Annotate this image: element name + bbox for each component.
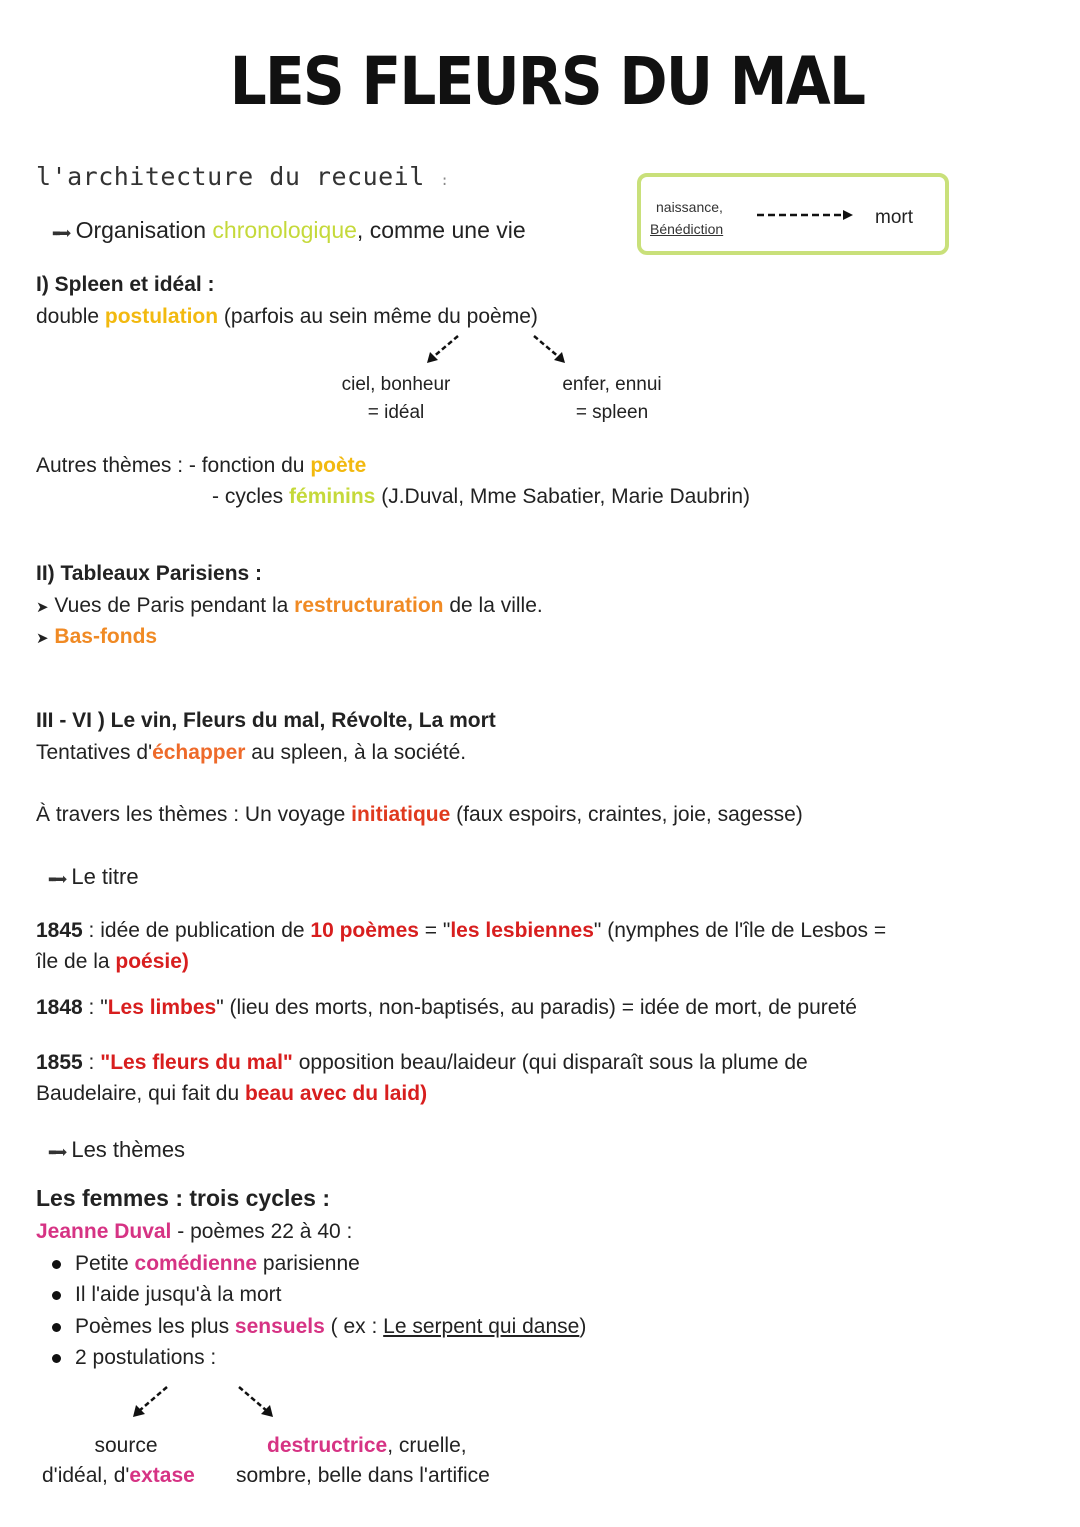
bullet-icon <box>52 1260 61 1269</box>
architecture-heading-text: l'architecture du recueil <box>36 162 425 191</box>
arrow-down-right-icon <box>528 334 568 366</box>
bullet-item <box>52 1251 360 1276</box>
section2-item1 <box>36 593 543 618</box>
year-1845-keyword1: 10 poèmes <box>310 919 419 942</box>
section3-keyword: échapper <box>152 741 246 764</box>
year-1845: 1845 <box>36 919 83 942</box>
year-1855-line2-keyword: beau avec du laid <box>244 1082 421 1105</box>
year-1855-text-end: opposition beau/laideur (qui disparaît sous la plume de <box>292 1051 808 1074</box>
source-line2-text: d'idéal, d' <box>42 1464 130 1487</box>
poem-title-link: Le serpent qui danse <box>383 1315 580 1338</box>
jeanne-line <box>36 1219 352 1244</box>
arrow-down-left-icon <box>424 334 464 366</box>
bullet-text: Petite <box>75 1252 135 1275</box>
arrow-right-icon: ▪▪➡ <box>52 225 70 242</box>
section3-text: Tentatives d' <box>36 741 153 764</box>
timeline-end: mort <box>875 207 913 228</box>
section1-text: double <box>36 305 105 328</box>
year-1848-line <box>36 995 857 1020</box>
bullet-keyword: sensuels <box>234 1315 325 1338</box>
organisation-text: Organisation <box>75 217 213 243</box>
year-1855-keyword: "Les fleurs du mal" <box>100 1051 293 1074</box>
travers-line <box>36 802 803 827</box>
bullet-text-mid: ( ex : <box>324 1315 384 1338</box>
year-1845-line2 <box>36 949 189 974</box>
year-1845-text: : idée de publication de <box>82 919 311 942</box>
bullet-item <box>52 1314 586 1339</box>
ideal-line2: = idéal <box>367 402 425 423</box>
section2-item1-text-end: de la ville. <box>443 594 543 617</box>
spleen-line1: enfer, ennui <box>562 374 662 395</box>
cycles-keyword: féminins <box>289 485 376 508</box>
ideal-line1: ciel, bonheur <box>341 374 451 395</box>
arrow-right-icon: ▪▪➡ <box>48 1144 66 1161</box>
year-1855-line2-end: ) <box>420 1082 428 1105</box>
bullet-item <box>52 1282 281 1307</box>
spleen-line2: = spleen <box>575 402 649 423</box>
titre-heading <box>48 864 139 890</box>
bullet-text: Il l'aide jusqu'à la mort <box>75 1283 282 1306</box>
section3-text-end: au spleen, à la société. <box>245 741 467 764</box>
year-1845-text-end: " (nymphes de l'île de Lesbos = <box>593 919 887 942</box>
arrow-down-right-icon <box>234 1384 276 1420</box>
year-1845-line2-text: île de la <box>36 950 116 973</box>
year-1848-keyword: Les limbes <box>107 996 217 1019</box>
travers-text: À travers les thèmes : Un voyage <box>36 803 352 826</box>
section2-item1-keyword: restructuration <box>294 594 444 617</box>
section2-heading: II) Tableaux Parisiens : <box>36 562 263 585</box>
year-1855-line2 <box>36 1081 427 1106</box>
bullet-keyword: comédienne <box>134 1252 258 1275</box>
chevron-right-icon: ➤ <box>36 599 49 616</box>
autres-themes-line <box>36 453 366 478</box>
year-1845-keyword2: les lesbiennes <box>450 919 594 942</box>
year-1845-line2-keyword: poésie <box>115 950 182 973</box>
arrow-down-left-icon <box>130 1384 172 1420</box>
timeline-start-line2: Bénédiction <box>650 221 724 237</box>
destructrice-text: , cruelle, <box>387 1434 467 1457</box>
themes-heading <box>48 1137 185 1163</box>
dashed-arrow-icon <box>757 208 855 222</box>
page-title: LES FLEURS DU MAL <box>229 43 865 120</box>
year-1845-line2-end: ) <box>181 950 189 973</box>
bullet-text-end: ) <box>579 1315 587 1338</box>
year-1848-text-end: " (lieu des morts, non-baptisés, au paradis) = idée de mort, de pureté <box>216 996 857 1019</box>
year-1848-text: : " <box>82 996 108 1019</box>
bullet-icon <box>52 1323 61 1332</box>
year-1855-line2-text: Baudelaire, qui fait du <box>36 1082 245 1105</box>
arrow-right-icon: ▪▪➡ <box>48 871 66 888</box>
year-1848: 1848 <box>36 996 83 1019</box>
travers-text-end: (faux espoirs, craintes, joie, sagesse) <box>450 803 803 826</box>
bullet-item <box>52 1345 216 1370</box>
jeanne-keyword: Jeanne Duval <box>36 1220 172 1243</box>
year-1845-line <box>36 918 886 943</box>
cycles-text-end: (J.Duval, Mme Sabatier, Marie Daubrin) <box>375 485 751 508</box>
travers-keyword: initiatique <box>351 803 451 826</box>
organisation-keyword: chronologique <box>212 217 357 243</box>
section1-text-end: (parfois au sein même du poème) <box>218 305 538 328</box>
autres-themes-label: Autres thèmes : - fonction du <box>36 454 311 477</box>
source-line2-keyword: extase <box>129 1464 195 1487</box>
section3-line <box>36 740 466 765</box>
section3-heading: III - VI ) Le vin, Fleurs du mal, Révolte, La mort <box>36 709 496 732</box>
bullet-icon <box>52 1354 61 1363</box>
timeline-start-line1: naissance, <box>656 199 723 215</box>
architecture-heading <box>36 162 449 192</box>
themes-heading-text: Les thèmes <box>71 1137 186 1162</box>
destructrice-line2: sombre, belle dans l'artifice <box>236 1464 490 1487</box>
section1-line <box>36 304 538 329</box>
year-1845-mid: = " <box>418 919 451 942</box>
section2-item1-text: Vues de Paris pendant la <box>54 594 295 617</box>
architecture-colon: : <box>440 173 450 189</box>
bullet-text-end: parisienne <box>257 1252 360 1275</box>
source-line2 <box>42 1463 195 1488</box>
bullet-text: 2 postulations : <box>75 1346 217 1369</box>
year-1855-text: : <box>82 1051 101 1074</box>
jeanne-text: - poèmes 22 à 40 : <box>171 1220 353 1243</box>
source-line1: source <box>94 1434 158 1457</box>
section1-heading: I) Spleen et idéal : <box>36 273 215 296</box>
section2-item2-keyword: Bas-fonds <box>54 625 158 648</box>
chevron-right-icon: ➤ <box>36 630 49 647</box>
titre-heading-text: Le titre <box>71 864 139 889</box>
femmes-heading: Les femmes : trois cycles : <box>36 1185 331 1211</box>
cycles-text: - cycles <box>212 485 290 508</box>
bullet-icon <box>52 1291 61 1300</box>
organisation-text-end: , comme une vie <box>356 217 526 243</box>
destructrice-line1 <box>267 1433 467 1458</box>
section1-keyword: postulation <box>104 305 219 328</box>
year-1855: 1855 <box>36 1051 83 1074</box>
year-1855-line <box>36 1050 808 1075</box>
organisation-line <box>52 217 526 245</box>
autres-themes-keyword: poète <box>310 454 367 477</box>
section2-item2 <box>36 624 157 649</box>
destructrice-keyword: destructrice <box>267 1434 388 1457</box>
bullet-text: Poèmes les plus <box>75 1315 235 1338</box>
cycles-line <box>212 484 750 509</box>
